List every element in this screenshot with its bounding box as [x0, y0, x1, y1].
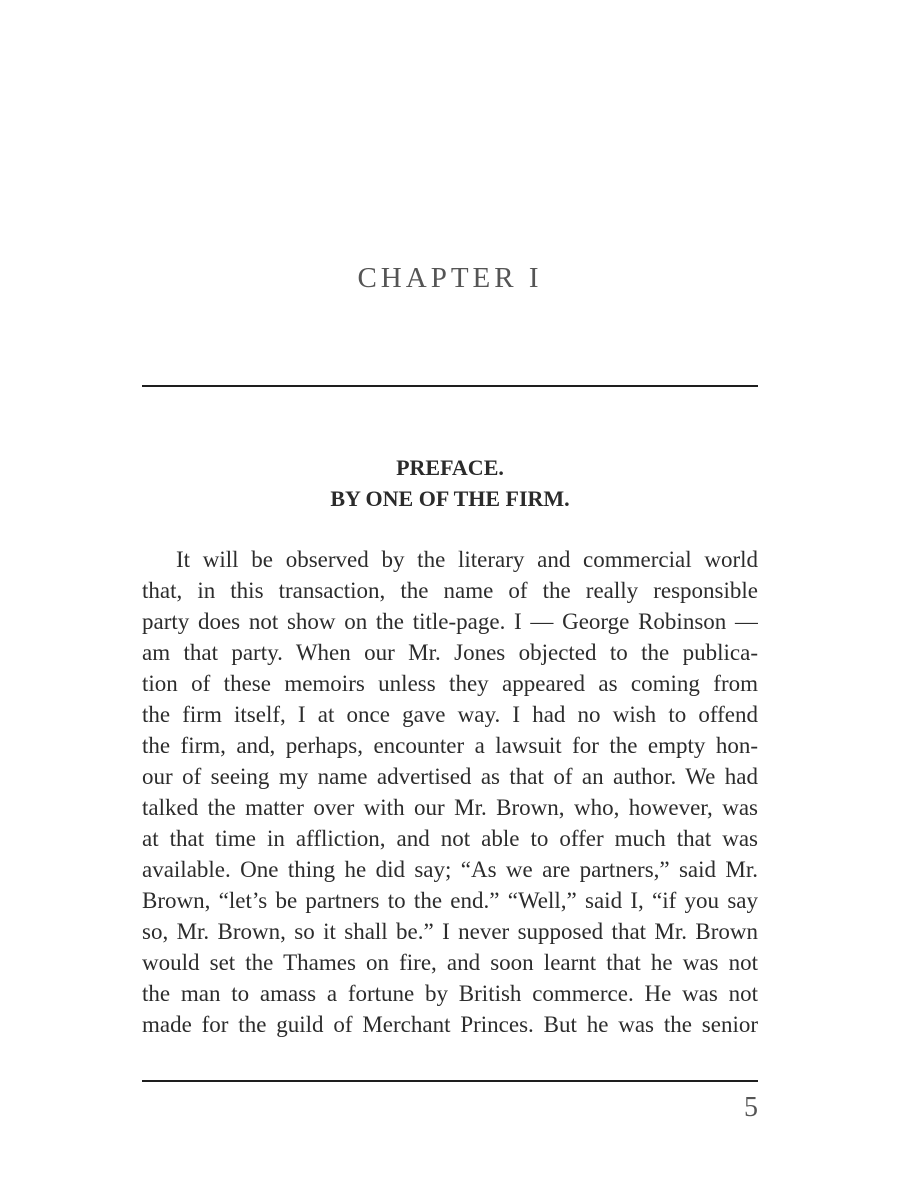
top-rule-divider: [142, 385, 758, 387]
body-line: that, in this transaction, the name of the really responsible: [142, 578, 758, 603]
body-line: talked the matter over with our Mr. Brown, who, however, was: [142, 795, 758, 820]
body-line: Brown, “let’s be partners to the end.” “Well,” said I, “if you say: [142, 888, 758, 913]
page-number: 5: [744, 1092, 758, 1123]
chapter-heading: CHAPTER I: [357, 262, 543, 294]
body-line: It will be observed by the literary and commercial world: [176, 547, 758, 572]
body-line: party does not show on the title-page. I — George Robinson —: [142, 609, 758, 634]
section-title: [0, 452, 900, 514]
body-line: tion of these memoirs unless they appeared as coming from: [142, 671, 758, 696]
body-line: the firm itself, I at once gave way. I had no wish to offend: [142, 702, 758, 727]
body-line: am that party. When our Mr. Jones objected to the publica-: [142, 640, 758, 665]
body-line: our of seeing my name advertised as that of an author. We had: [142, 764, 758, 789]
section-title-line-1: PREFACE.: [396, 455, 504, 480]
body-paragraph: [142, 544, 758, 1040]
bottom-rule-divider: [142, 1080, 758, 1082]
body-line: made for the guild of Merchant Princes. But he was the senior: [142, 1012, 758, 1037]
body-line: at that time in affliction, and not able to offer much that was: [142, 826, 758, 851]
section-title-line-2: BY ONE OF THE FIRM.: [330, 486, 570, 511]
body-line: available. One thing he did say; “As we are partners,” said Mr.: [142, 857, 758, 882]
body-line: so, Mr. Brown, so it shall be.” I never supposed that Mr. Brown: [142, 919, 758, 944]
body-line: the firm, and, perhaps, encounter a lawsuit for the empty hon-: [142, 733, 758, 758]
body-line: would set the Thames on fire, and soon learnt that he was not: [142, 950, 758, 975]
body-line: the man to amass a fortune by British commerce. He was not: [142, 981, 758, 1006]
